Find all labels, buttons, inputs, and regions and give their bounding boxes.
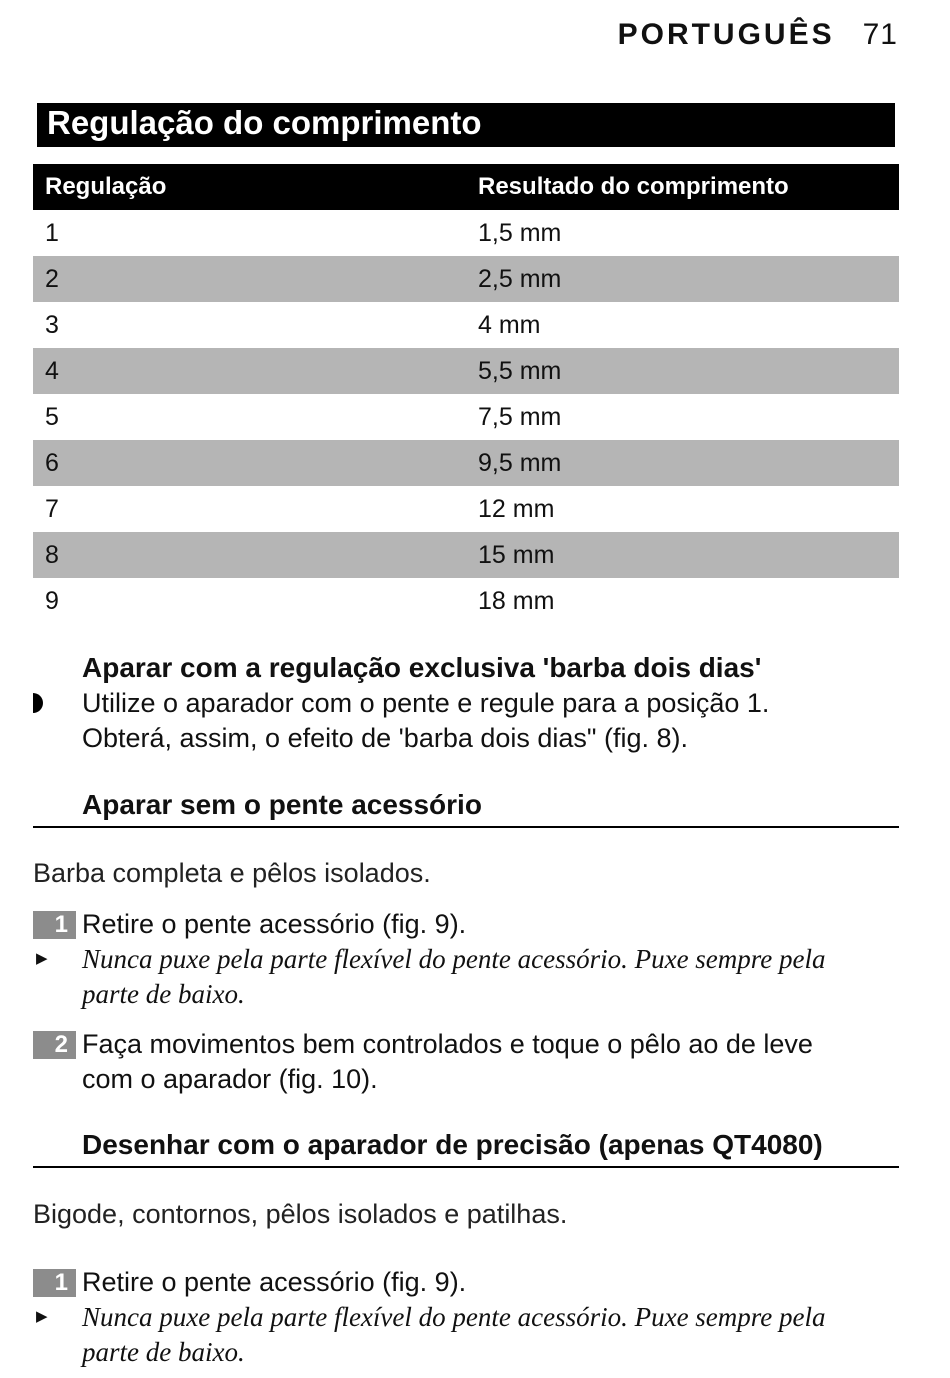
table-row — [33, 256, 899, 302]
precision-heading: Desenhar com o aparador de precisão (apenas QT4080) — [82, 1129, 823, 1160]
no-comb-intro: Barba completa e pêlos isolados. — [33, 858, 431, 888]
triangle-bullet-icon: ▶ — [36, 1308, 48, 1325]
step-text: Retire o pente acessório (fig. 9). — [82, 909, 467, 939]
triangle-bullet-icon: ▶ — [36, 950, 48, 967]
length-cell: 1,5 mm — [478, 218, 562, 247]
precision-intro: Bigode, contornos, pêlos isolados e patilhas. — [33, 1199, 568, 1229]
table-row — [33, 578, 899, 624]
no-comb-heading: Aparar sem o pente acessório — [82, 789, 482, 820]
setting-cell: 2 — [45, 264, 59, 293]
setting-cell: 9 — [45, 586, 59, 615]
column-header-result: Resultado do comprimento — [478, 173, 789, 200]
length-cell: 15 mm — [478, 540, 555, 569]
length-cell: 9,5 mm — [478, 448, 562, 477]
length-cell: 12 mm — [478, 494, 555, 523]
setting-cell: 7 — [45, 494, 59, 523]
table-row — [33, 486, 899, 532]
table-row — [33, 440, 899, 486]
table-row — [33, 394, 899, 440]
section-divider — [33, 1166, 899, 1168]
step-number-badge: 2 — [33, 1031, 76, 1059]
table-row — [33, 348, 899, 394]
note-line2: parte de baixo. — [82, 979, 245, 1009]
setting-cell: 4 — [45, 356, 59, 385]
column-header-setting: Regulação — [45, 173, 167, 200]
table-header-row — [33, 164, 899, 210]
step-text: Retire o pente acessório (fig. 9). — [82, 1267, 467, 1297]
half-circle-bullet-icon — [33, 693, 43, 713]
length-settings-table — [33, 164, 899, 624]
stubble-instruction-line1: Utilize o aparador com o pente e regule para a posição 1. — [82, 688, 770, 718]
language-label: PORTUGUÊS — [617, 18, 835, 51]
length-cell: 2,5 mm — [478, 264, 562, 293]
setting-cell: 3 — [45, 310, 59, 339]
page-number: 71 — [862, 18, 898, 51]
step-text-line1: Faça movimentos bem controlados e toque o pêlo ao de leve — [82, 1029, 813, 1059]
setting-cell: 5 — [45, 402, 59, 431]
section-title: Regulação do comprimento — [37, 103, 895, 147]
length-cell: 4 mm — [478, 310, 541, 339]
section-divider — [33, 826, 899, 828]
length-cell: 7,5 mm — [478, 402, 562, 431]
note-line1: Nunca puxe pela parte flexível do pente acessório. Puxe sempre pela — [82, 1302, 826, 1332]
stubble-heading: Aparar com a regulação exclusiva 'barba dois dias' — [82, 652, 762, 683]
note-line2: parte de baixo. — [82, 1337, 245, 1367]
step-number-badge: 1 — [33, 911, 76, 939]
note-line1: Nunca puxe pela parte flexível do pente acessório. Puxe sempre pela — [82, 944, 826, 974]
length-cell: 5,5 mm — [478, 356, 562, 385]
table-row — [33, 210, 899, 256]
table-row — [33, 302, 899, 348]
page-header — [618, 18, 898, 52]
stubble-instruction-line2: Obterá, assim, o efeito de 'barba dois dias" (fig. 8). — [82, 723, 689, 753]
setting-cell: 6 — [45, 448, 59, 477]
length-cell: 18 mm — [478, 586, 555, 615]
setting-cell: 8 — [45, 540, 59, 569]
setting-cell: 1 — [45, 218, 59, 247]
step-text-line2: com o aparador (fig. 10). — [82, 1064, 378, 1094]
table-row — [33, 532, 899, 578]
step-number-badge: 1 — [33, 1269, 76, 1297]
